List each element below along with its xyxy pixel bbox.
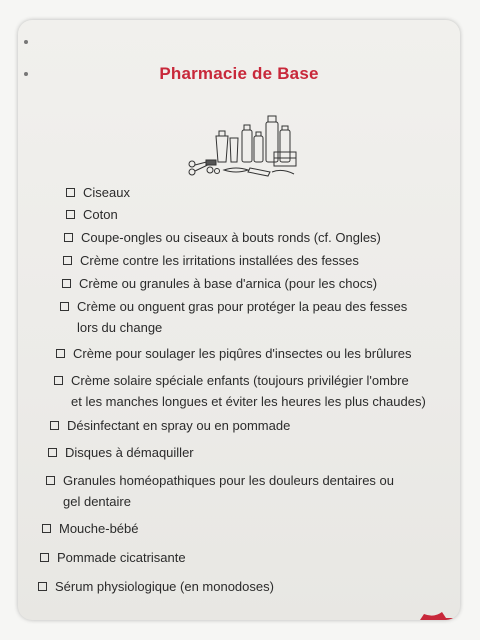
checklist-item[interactable]: Disques à démaquiller xyxy=(48,442,194,463)
checklist-item[interactable]: Ciseaux xyxy=(66,182,130,203)
checkbox[interactable] xyxy=(66,210,75,219)
checklist-item[interactable]: Coton xyxy=(66,204,118,225)
checkbox[interactable] xyxy=(62,279,71,288)
checklist-item[interactable]: Crème pour soulager les piqûres d'insectes ou les brûlures xyxy=(56,343,412,364)
checkbox[interactable] xyxy=(40,553,49,562)
pharmacy-products-illustration-icon xyxy=(184,100,304,182)
checklist-item[interactable]: Sérum physiologique (en monodoses) xyxy=(38,576,274,597)
checklist-item[interactable]: Mouche-bébé xyxy=(42,518,139,539)
checklist-item[interactable]: Crème contre les irritations installées des fesses xyxy=(63,250,359,271)
checkbox[interactable] xyxy=(60,302,69,311)
page-title: Pharmacie de Base xyxy=(159,64,319,83)
checkbox[interactable] xyxy=(64,233,73,242)
checkbox[interactable] xyxy=(42,524,51,533)
book-page xyxy=(18,20,460,620)
binder-hole xyxy=(24,40,28,44)
checkbox[interactable] xyxy=(48,448,57,457)
checkbox[interactable] xyxy=(63,256,72,265)
checkbox[interactable] xyxy=(66,188,75,197)
checklist-item[interactable]: Crème ou granules à base d'arnica (pour les chocs) xyxy=(62,273,377,294)
checklist-item[interactable]: Crème solaire spéciale enfants (toujours privilégier l'ombre et les manches longues et éviter les heures les plus chaudes) xyxy=(54,370,426,412)
checkbox[interactable] xyxy=(54,376,63,385)
checkbox[interactable] xyxy=(56,349,65,358)
checklist-item[interactable]: Crème ou onguent gras pour protéger la peau des fesses lors du change xyxy=(60,296,407,338)
checkbox[interactable] xyxy=(38,582,47,591)
checklist-item[interactable]: Pommade cicatrisante xyxy=(40,547,186,568)
checklist-item[interactable]: Désinfectant en spray ou en pommade xyxy=(50,415,290,436)
checkbox[interactable] xyxy=(50,421,59,430)
page-corner-mark xyxy=(420,602,460,620)
checkbox[interactable] xyxy=(46,476,55,485)
checklist-item[interactable]: Granules homéopathiques pour les douleurs dentaires ou gel dentaire xyxy=(46,470,394,512)
checklist-item[interactable]: Coupe-ongles ou ciseaux à bouts ronds (cf. Ongles) xyxy=(64,227,381,248)
photo-frame xyxy=(18,20,460,620)
